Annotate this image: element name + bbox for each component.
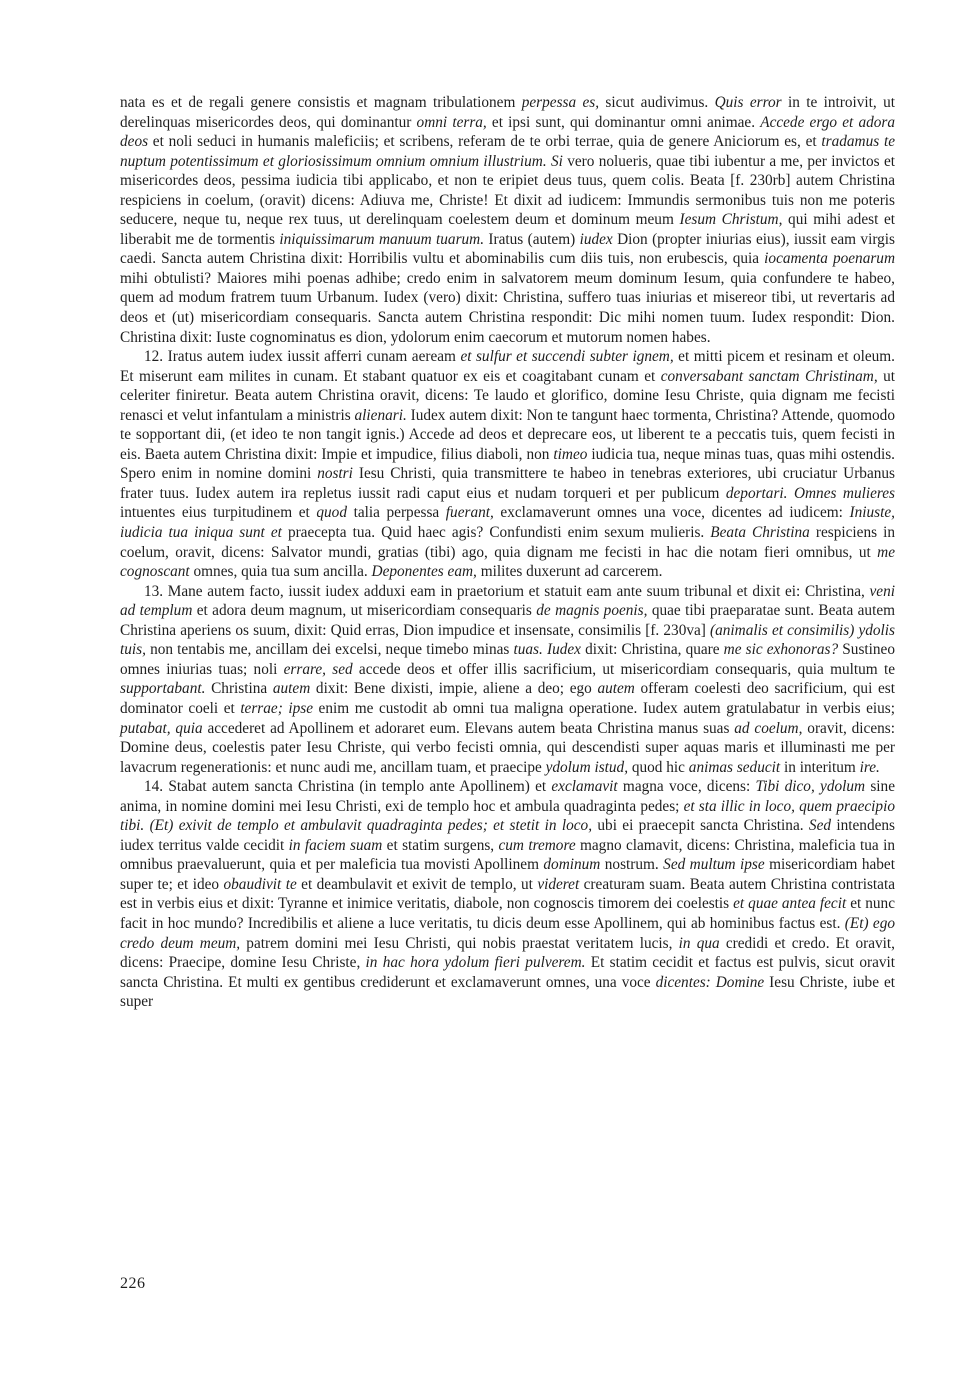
text-run: Sustineo omnes iniurias tuas; noli [120,641,895,678]
text-run: nata es et de regali genere consistis et magnam tribulationem [120,94,522,111]
italic-run: iudex [579,230,613,248]
text-run: et adora deum magnum, ut misericordiam consequaris [192,602,537,620]
italic-run: Si [551,152,563,170]
italic-run: in faciem suam [288,836,383,854]
paragraph-2 [120,347,895,582]
text-run: et noli seduci in humanis maleficiis; et scribens, referam de te orbi terrae, quia de genere Aniciorum es, et [148,133,822,151]
italic-run: Deponentes eam, [371,563,477,581]
italic-run: tradamus te nuptum potentissimum et gloriosissimum omnium omnium illustrium. [120,133,895,170]
text-run: accede deos et offer illis sacrificium, ut misericordiam consequaris, quia multum te [352,660,895,678]
italic-run: errare, sed [283,660,353,678]
text-run: quae tibi praeparatae sunt. Beata autem Christina aperiens os suum, dixit: Quid erras, Dion impudice et insensate, consimilis [f. 230va] [120,602,896,639]
italic-run: obaudivit te [223,875,297,893]
text-run: Iesu Christi, quia transmittere te habeo in tenebras exteriores, ubi cruciatur Urbanus frater tuus. Iudex autem ira repletus iussit radi caput eius et nudam torqueri et per publicum [120,465,895,502]
text-run: creaturam suam. Beata autem Christina contristata est in verbis eius et dixit: Tyranne et inimice veritatis, diabole, non cognoscis timorem dei coelestis [120,875,896,913]
italic-run: Omnes mulieres [793,484,896,502]
italic-run: Quis error [714,94,782,111]
italic-run: dicentes: Domine [655,973,765,991]
italic-run: Sed [808,817,832,835]
text-run: 13. Mane autem facto, iussit iudex adduxi eam in praetorium et statuit eam ante suum tribunal et dixit ei: Christina, [144,582,870,600]
page-body [120,93,895,1012]
text-run: accederet ad Apollinem et adoraret eum. Elevans autem beata Christina manus suas [202,719,735,737]
text-run: ubi ei praecepit sancta Christina. [592,817,809,835]
italic-run: fuerant, [445,504,494,522]
text-run: Iudex autem dixit: Non te tangunt haec tormenta, Christina? Attende, quomodo te sopportant dii, (et ideo te non tangit ignis.) Accede ad deos et deprecare eos, ut liberent te a peccatis tuis, quem fecisti in eis. Baeta autem Christina dixit: Impie et impudice, filius diaboli, non [120,406,895,463]
italic-run: ydolum istud, [545,758,629,776]
italic-run: tuas. Iudex [513,641,581,659]
text-run: omnes, quia tua sum ancilla. [189,563,372,581]
italic-run: de magnis poenis, [536,602,648,620]
italic-run: Accede ergo et adora deos [120,113,895,151]
text-run: exclamaverunt omnes una voce, dicentes ad iudicem: [493,504,850,522]
italic-run: (animalis et consimilis) ydolis tuis, [120,621,895,659]
text-run: dixit: Bene dixisti, impie, aliene a deo; ego [310,680,598,698]
text-run: 12. Iratus autem iudex iussit afferri cunam aeream [144,348,461,366]
italic-run: deportari. [725,484,788,502]
italic-run: animas seducit [688,758,781,776]
italic-run: cum tremore [498,836,576,854]
text-run: Iratus (autem) [484,230,580,248]
text-run: enim me custodit ab omni tua maligna operatione. Iudex autem gratulabatur in verbis eius; [313,699,895,717]
italic-run: dominum [543,856,601,874]
text-run: offeram coelesti deo sacrificium, qui est dominator coeli et [120,680,895,717]
text-run: magna voce, dicens: [617,778,756,796]
italic-run: supportabant. [120,680,206,698]
italic-run: in hac hora ydolum fieri pulverem. [365,954,586,972]
text-run: et nunc facit in hoc mundo? Incredibilis et aliene a luce veritatis, tu dicis deum esse Apollinem, qui ab hominibus factus est. [120,895,895,932]
text-run: respiciens in coelum, oravit, dicens: Salvator mundi, gratias (tibi) ago, quia dignam me fecisti in hac die notam fieri omnibus, ut [120,524,896,561]
italic-run: alienari. [354,406,407,424]
text-run: misericordiam habet super te; et ideo [120,856,895,893]
paragraph-4 [120,777,895,1012]
text-run: non tentabis me, ancillam dei excelsi, neque timebo minas [145,641,514,659]
italic-run: timeo [553,445,588,463]
italic-run: iocamenta poenarum [764,250,896,268]
text-run: ut celeriter finiretur. Beata autem Christina oravit, dicens: Te laudo et glorifico, domine Iesu Christe, quia dignam me fecisti renasci et velut infantulam a ministris [120,367,895,424]
text-run: Christina [205,680,273,698]
italic-run: ire. [859,758,880,776]
text-run: magno clamavit, dicens: Christina, maleficia tua in omnibus praevaluerunt, quia et per maleficia tua movisti Apollinem [120,836,895,874]
italic-run: et sta illic in loco, quem praecipio tibi. (Et) exivit de templo et ambulavit quadraginta pedes; et stetit in loco, [120,797,895,835]
text-run: praecepta tua. Quid haec agis? Confundisti enim sexum mulieris. [281,524,711,542]
text-run: et deambulavit et exivit de templo, ut [296,875,538,893]
text-run: sicut audivimus. [599,94,715,111]
italic-run: me cognoscant [120,543,895,581]
text-run: in interitum [780,758,860,776]
italic-run: nostri [317,465,353,483]
italic-run: veni ad templum [120,582,895,620]
text-run: Et statim cecidit et factus est pulvis, sicut oravit sancta Christina. Et multi ex gentibus crediderunt et exclamaverunt omnes, una voce [120,954,896,991]
paragraph-3 [120,582,895,777]
italic-run: iniquissimarum manuum tuarum. [279,230,485,248]
italic-run: terrae; ipse [240,699,313,717]
text-run: qui mihi adest et liberabit me de tormentis [120,211,895,248]
italic-run: putabat, quia [120,719,203,737]
text-run: milites duxerunt ad carcerem. [476,563,663,581]
italic-run: conversabant sanctam Christinam, [660,367,878,385]
italic-run: (Et) ego credo deum meum, [120,914,895,952]
text-run: nostrum. [600,856,664,874]
text-run: iudicia tua, neque minas tuas, quas mihi ostendis. Spero enim in nomine domini [120,445,896,483]
text-run: et ipsi sunt, qui dominantur omni animae. [486,113,761,131]
text-run: mihi obtulisti? Maiores mihi poenas adhibe; credo enim in salvatorem meum dominum Iesum, quia confundere te habeo, quem ad modum fratrem tuum Urbanum. Iudex (vero) dixit: Christina, suffero tuas iniurias et misereor tibi, ut revertaris ad deos et (ut) misericordiam consequaris. Sancta autem Christina respondit: Dic mihi nomen tuum. Iudex respondit: Dion. Christina dixit: Iuste cognominatus es dion, ydolorum enim caecorum et mutorum nomen habes. [120,269,895,346]
italic-run: Iniuste, iudicia tua iniqua sunt et [120,504,895,542]
text-run: oravit, dicens: Domine deus, coelestis pater Iesu Christe, qui verbo fecisti omnia, qui descendisti super aquas maris et illuminasti me per lavacrum regenerationis: et nunc audi me, ancillam tuam, et praecipe [120,719,895,776]
text-run: 14. Stabat autem sancta Christina (in templo ante Apollinem) et [144,778,552,796]
italic-run: omni terra, [416,113,487,131]
italic-run: autem [272,680,311,698]
italic-run: quod [316,504,347,522]
text-run: vero nolueris, quae tibi iubentur a me, per invictos et misericordes deos, pessima iudicia tibi applicabo, et non te eripiet deus tuus, quem colis. Beata [f. 230rb] autem Christina respiciens in coelum, (oravit) dicens: Adiuva me, Christe! Et dixit ad iudicem: Immundis sermonibus tuis non me poteris seducere, neque tu, neque rex tuus, ut derelinquam coelestem deum et dominum meum [120,152,895,229]
italic-run: Tibi dico, ydolum [755,778,866,796]
italic-run: videret [537,875,580,893]
text-run: intendens iudex territus valde cecidit [120,817,895,854]
text-run: patrem domini mei Iesu Christi, qui nobis praestat veritatem lucis, [240,934,679,952]
text-run: et statim surgens, [382,836,499,854]
italic-run: Sed multum ipse [663,856,765,874]
text-run: credidi et credo. Et oravit, dicens: Praecipe, domine Iesu Christe, [120,934,895,972]
italic-run: Iesum Christum, [679,211,783,229]
text-run: intuentes eius turpitudinem et [120,504,317,522]
italic-run: et sulfur et succendi subter ignem, [460,348,674,366]
text-run: quod hic [628,758,689,776]
italic-run: exclamavit [551,778,618,796]
paragraph-1 [120,93,895,347]
italic-run: Beata Christina [710,524,810,542]
text-run: in te introivit, ut derelinquas misericordes deos, qui dominantur [120,94,896,131]
text-run: dixit: Christina, quare [580,641,724,659]
text-run: sine anima, in nomine domini mei Iesu Christi, exi de templo hoc et ambula quadraginta pedes; [120,778,895,815]
italic-run: autem [597,680,635,698]
italic-run: me sic exhonoras? [723,641,839,659]
page-number: 226 [120,1275,146,1292]
text-run: et mitti picem et resinam et oleum. Et miserunt eam milites in cunam. Et stabant quatuor ex eis et coagitabant cunam et [120,348,896,385]
italic-run: ad coelum, [734,719,803,737]
text-run: talia perpessa [346,504,446,522]
text-run: Dion (propter iniurias eius), iussit eam virgis caedi. Sancta autem Christina dixit: Horribilis vultu et abominabilis cum diis tuis, non erubescis, quia [120,230,895,268]
italic-run: in qua [678,934,720,952]
italic-run: perpessa es, [521,94,600,111]
italic-run: et quae antea fecit [733,895,847,913]
text-run: Iesu Christe, iube et super [120,973,896,1011]
